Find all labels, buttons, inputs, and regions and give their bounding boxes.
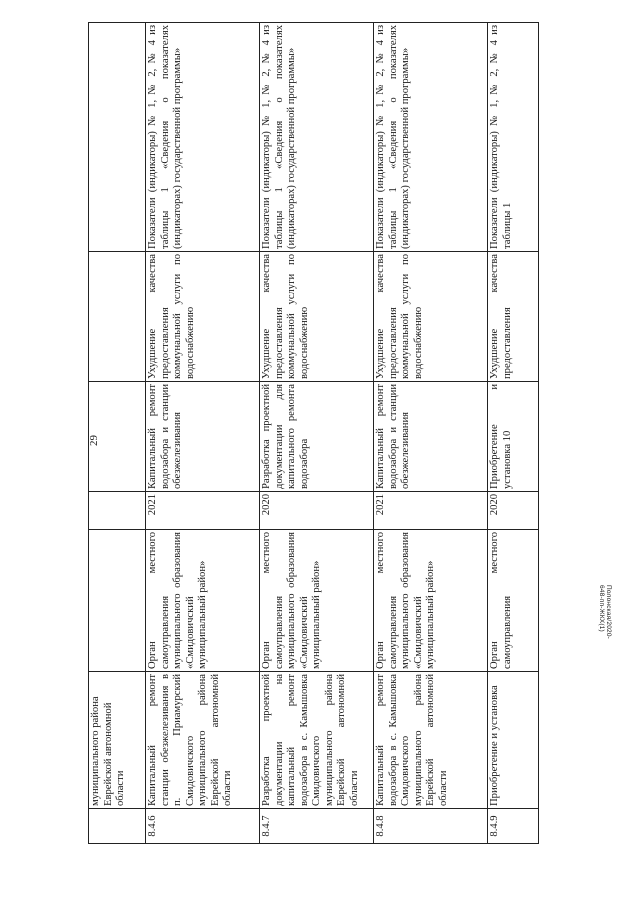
table-row bbox=[488, 23, 539, 844]
cell-indicator-link: Показатели (индикаторы) № 1, № 2, № 4 из таблицы 1 «Сведения о показателях (индикаторах) государственной программы» bbox=[146, 23, 260, 252]
cell-activity-name: Разработка проектной документации на капитальный ремонт водозабора в с. Камышовка Смидовичского муниципального района Еврейской автономной области bbox=[260, 672, 374, 809]
cell-consequence: Ухудшение качества предоставления bbox=[488, 252, 539, 382]
cell-executor: Орган местного самоуправления муниципального образования «Смидовичский муниципальный район» bbox=[260, 530, 374, 672]
cell-empty bbox=[89, 252, 146, 382]
cell-name-continuation: муниципального района Еврейской автономной области bbox=[89, 672, 146, 809]
cell-expected-result: Разработка проектной документации для капитального ремонта водозабора bbox=[260, 382, 374, 492]
cell-empty bbox=[89, 382, 146, 492]
cell-indicator-link: Показатели (индикаторы) № 1, № 2, № 4 из таблицы 1 «Сведения о показателях (индикаторах) государственной программы» bbox=[260, 23, 374, 252]
cell-empty bbox=[89, 809, 146, 844]
table-row bbox=[146, 23, 260, 844]
cell-empty bbox=[89, 23, 146, 252]
page-number: 29 bbox=[88, 435, 100, 446]
cell-activity-name: Приобретение и установка bbox=[488, 672, 539, 809]
cell-expected-result: Капитальный ремонт водозабора и станции обезжелезивания bbox=[374, 382, 488, 492]
cell-number: 8.4.7 bbox=[260, 809, 374, 844]
table-row bbox=[374, 23, 488, 844]
cell-activity-name: Капитальный ремонт водозабора в с. Камышовка Смидовичского муниципального района Еврейской автономной области bbox=[374, 672, 488, 809]
cell-year: 2021 bbox=[146, 492, 260, 530]
cell-year: 2021 bbox=[374, 492, 488, 530]
program-activities-table bbox=[88, 22, 539, 844]
cell-consequence: Ухудшение качества предоставления коммунальной услуги по водоснабжению bbox=[260, 252, 374, 382]
cell-year: 2020 bbox=[260, 492, 374, 530]
cell-executor: Орган местного самоуправления bbox=[488, 530, 539, 672]
document-footer: Полонская/2020-648-пп-ЖКХ(1) bbox=[598, 585, 612, 640]
cell-activity-name: Капитальный ремонт станции обезжелезивания в п. Приамурский Смидовичского муниципального района Еврейской автономной области bbox=[146, 672, 260, 809]
cell-empty bbox=[89, 530, 146, 672]
cell-expected-result: Приобретение и установка 10 bbox=[488, 382, 539, 492]
cell-indicator-link: Показатели (индикаторы) № 1, № 2, № 4 из таблицы 1 «Сведения о показателях (индикаторах) государственной программы» bbox=[374, 23, 488, 252]
cell-executor: Орган местного самоуправления муниципального образования «Смидовичский муниципальный район» bbox=[146, 530, 260, 672]
cell-empty bbox=[89, 492, 146, 530]
cell-consequence: Ухудшение качества предоставления коммунальной услуги по водоснабжению bbox=[146, 252, 260, 382]
cell-number: 8.4.6 bbox=[146, 809, 260, 844]
table-row-continuation bbox=[89, 23, 146, 844]
cell-indicator-link: Показатели (индикаторы) № 1, № 2, № 4 из таблицы 1 bbox=[488, 23, 539, 252]
cell-year: 2020 bbox=[488, 492, 539, 530]
cell-expected-result: Капитальный ремонт водозабора и станции обезжелезивания bbox=[146, 382, 260, 492]
cell-number: 8.4.8 bbox=[374, 809, 488, 844]
rotated-page bbox=[88, 25, 538, 844]
cell-executor: Орган местного самоуправления муниципального образования «Смидовичский муниципальный район» bbox=[374, 530, 488, 672]
table-row bbox=[260, 23, 374, 844]
cell-number: 8.4.9 bbox=[488, 809, 539, 844]
cell-consequence: Ухудшение качества предоставления коммунальной услуги по водоснабжению bbox=[374, 252, 488, 382]
